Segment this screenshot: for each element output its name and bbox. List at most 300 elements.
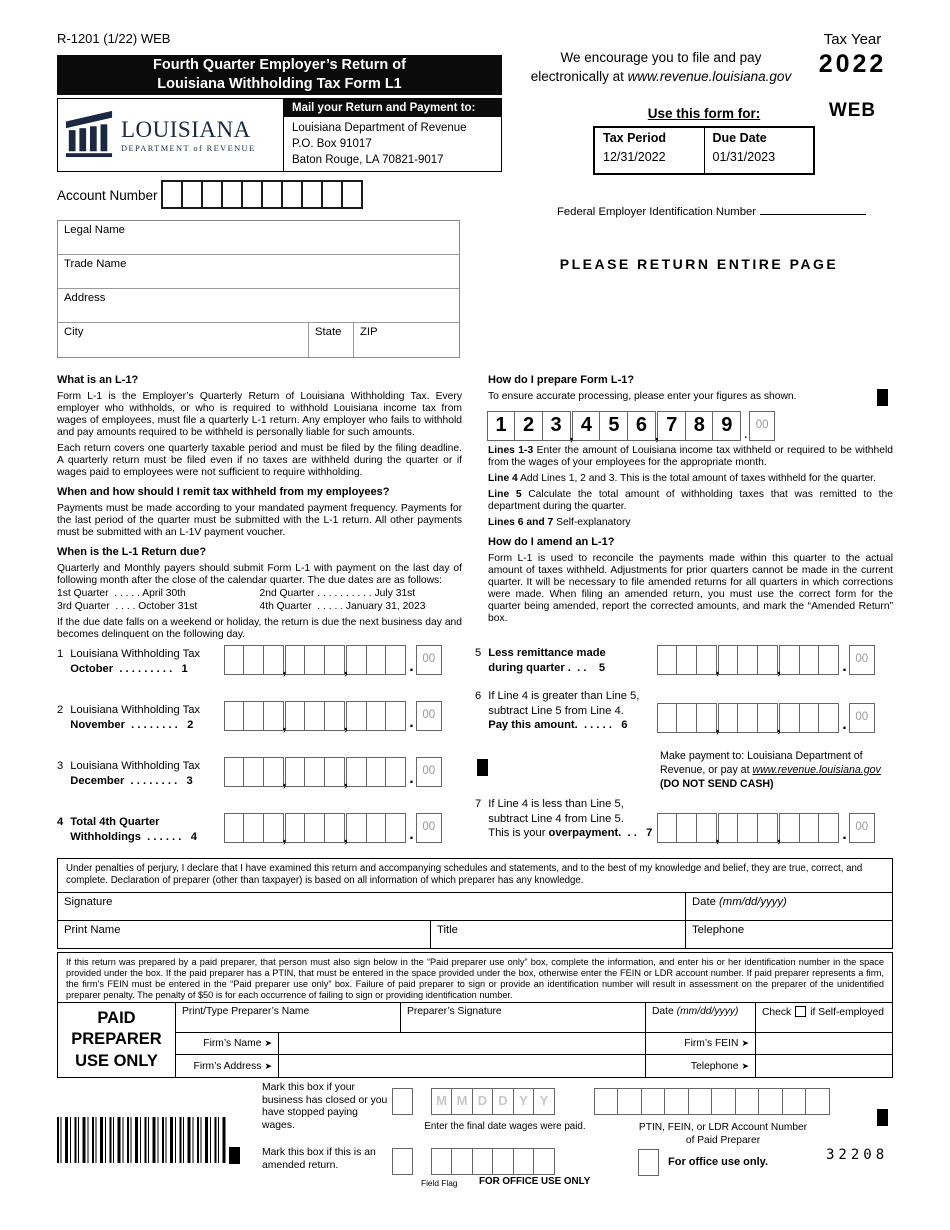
line-7-number: 7	[475, 798, 482, 810]
web-label: WEB	[828, 100, 877, 121]
zip-field[interactable]	[353, 323, 459, 357]
ptin-cell[interactable]	[782, 1088, 807, 1115]
account-number-cell[interactable]	[161, 180, 183, 209]
firm-address-label-cell	[176, 1055, 279, 1077]
firm-address-label: Firm’s Address	[193, 1060, 262, 1072]
self-employed-checkbox[interactable]	[795, 1006, 806, 1017]
state-label: State	[315, 326, 342, 338]
line-7-amount-cell[interactable]	[676, 813, 697, 843]
comma-separator: ,	[343, 717, 348, 733]
line-6-sublabel: Pay this amount. . . . . . 6	[488, 719, 628, 732]
preparer-row-2	[176, 1033, 892, 1055]
paid-preparer-fields	[176, 1003, 892, 1077]
cents-box: 00	[849, 645, 875, 675]
mailing-info	[284, 99, 501, 171]
sample-digit-cell: 2	[514, 411, 543, 441]
preparer-signature-field[interactable]	[401, 1003, 646, 1032]
line5-instruction	[488, 489, 893, 513]
line-7-amount-cells	[658, 813, 839, 843]
cents-box: 00	[849, 703, 875, 733]
line-3-number: 3	[57, 760, 64, 772]
line-3-sublabel: December . . . . . . . . 3	[70, 774, 193, 787]
final-date-cell[interactable]: Y	[513, 1088, 535, 1115]
due-q4: 4th Quarter . . . . . January 31, 2023	[259, 601, 426, 613]
line-4-amount-cell[interactable]	[304, 813, 325, 843]
line-3-amount-cell[interactable]	[282, 757, 306, 789]
line-7-amount-cell[interactable]	[657, 813, 678, 843]
for-office-use-only-caps: FOR OFFICE USE ONLY	[479, 1176, 591, 1187]
arrow-right-icon: ➤	[264, 1060, 272, 1071]
line-2-amount-cells	[225, 701, 406, 731]
mailing-address	[284, 117, 501, 171]
trade-name-field[interactable]	[58, 255, 459, 289]
line-4-amount-cell[interactable]	[263, 813, 284, 843]
preparer-date-field[interactable]	[646, 1003, 756, 1032]
line-3-amount-cell[interactable]	[243, 757, 264, 787]
line-3-amount-cell[interactable]	[224, 757, 245, 787]
line-1-amount-cell[interactable]	[385, 645, 406, 675]
account-number-cell[interactable]	[181, 180, 203, 209]
line-1-amount-cell[interactable]	[243, 645, 264, 675]
remit-paragraph: Payments must be made according to your mandated payment frequency. Payments for the last period of the quarter must be submitted with the L-1 return. All other payments must be submitted with an L-1V payment voucher.	[57, 503, 462, 539]
remit-heading: When and how should I remit tax withheld from my employees?	[57, 486, 390, 499]
line-6-amount-cell[interactable]	[757, 703, 778, 733]
payment-note-line1: Make payment to: Louisiana Department of	[660, 750, 863, 762]
date-label: Date	[692, 896, 716, 909]
preparer-name-label: Print/Type Preparer’s Name	[182, 1006, 310, 1017]
ldr-building-icon	[64, 108, 114, 163]
line-6-amount-cell[interactable]	[799, 703, 820, 733]
line-5-amount-cell[interactable]	[715, 645, 739, 677]
arrow-right-icon: ➤	[264, 1038, 272, 1048]
line-5-amount-cell[interactable]	[657, 645, 678, 675]
final-date-cells	[432, 1088, 555, 1115]
form-code: 32208	[826, 1147, 889, 1163]
mailing-address-line1: Louisiana Department of Revenue	[292, 122, 467, 134]
date-field[interactable]	[686, 893, 892, 920]
line-1-amount-cell[interactable]	[343, 645, 367, 677]
decimal-point: .	[842, 826, 847, 843]
line-6-amount-cell[interactable]	[715, 703, 739, 735]
decimal-point: .	[842, 716, 847, 733]
due-dates-row2	[57, 601, 462, 613]
line-4-number: 4	[57, 816, 64, 828]
line-6-amount-cell[interactable]	[657, 703, 678, 733]
line-3-amount-cell[interactable]	[263, 757, 284, 787]
line-6-amount-cell[interactable]	[818, 703, 839, 733]
line-4-amount-cell[interactable]	[366, 813, 387, 843]
prepare-intro: To ensure accurate processing, please enter your figures as shown.	[488, 390, 797, 402]
preparer-row-3	[176, 1055, 892, 1077]
preparer-name-field[interactable]	[176, 1003, 401, 1032]
comma-separator: ,	[569, 426, 574, 443]
name-address-block	[57, 220, 460, 358]
line-3-amount-cells	[225, 757, 406, 787]
ldr-logo-dept: DEPARTMENT of REVENUE	[121, 144, 256, 153]
title-label: Title	[437, 924, 458, 937]
lines67-instruction	[488, 517, 893, 529]
line-4-amount-cell[interactable]	[343, 813, 367, 845]
line-5-sublabel: during quarter . . . 5	[488, 661, 606, 674]
sample-digit-cell: 1	[487, 411, 516, 441]
due-date-cell	[704, 128, 814, 173]
line-2-number: 2	[57, 704, 64, 716]
line-2-amount-cell[interactable]	[304, 701, 325, 731]
decimal-point: .	[409, 714, 414, 731]
perjury-statement: Under penalties of perjury, I declare that I have examined this return and accompanying schedules and statements, and to the best of my knowledge and belief, they are true, correct, and complete. Declaration of preparer (other than taxpayer) is based on all information of which preparer has any knowledge.	[66, 863, 863, 887]
form-number: R-1201 (1/22) WEB	[57, 31, 171, 46]
line4-instruction	[488, 473, 893, 485]
comma-separator: ,	[654, 426, 659, 443]
final-date-cell[interactable]: M	[451, 1088, 473, 1115]
line-2-amount-cell[interactable]	[282, 701, 306, 733]
final-date-cell[interactable]: D	[492, 1088, 514, 1115]
city-state-zip-row	[58, 323, 459, 357]
ptin-cell[interactable]	[758, 1088, 783, 1115]
due-q3: 3rd Quarter . . . . October 31st	[57, 601, 198, 613]
signature-field[interactable]	[58, 893, 686, 920]
tax-period-value: 12/31/2022	[603, 150, 666, 164]
line-6-number: 6	[475, 690, 482, 702]
line-2-amount-cell[interactable]	[324, 701, 345, 731]
ptin-cell[interactable]	[664, 1088, 689, 1115]
sample-digit-cell: 3	[542, 411, 571, 441]
registration-mark	[877, 1109, 888, 1126]
firm-fein-field[interactable]	[756, 1033, 892, 1054]
preparer-date-format: (mm/dd/yyyy)	[676, 1006, 739, 1017]
line-5-amount	[658, 645, 875, 675]
final-date-cell[interactable]: M	[431, 1088, 453, 1115]
signature-label: Signature	[64, 896, 113, 909]
line-5-title: Less remittance made	[488, 647, 606, 659]
comma-separator: ,	[282, 661, 287, 677]
field-flag-label: Field Flag	[421, 1178, 458, 1188]
payment-note-url: www.revenue.louisiana.gov	[752, 763, 881, 776]
form-title-line2: Louisiana Withholding Tax Form L1	[157, 76, 402, 92]
lines13-label: Lines 1-3	[488, 444, 534, 456]
ptin-cell[interactable]	[617, 1088, 642, 1115]
address-label: Address	[64, 292, 106, 304]
instructions-left-column	[57, 367, 462, 641]
line-1-title: Louisiana Withholding Tax	[70, 648, 201, 660]
use-form-label: Use this form for:	[647, 106, 761, 121]
line-1-amount-cell[interactable]	[282, 645, 306, 677]
amended-return-checkbox[interactable]	[392, 1148, 413, 1175]
line-4-sublabel: Withholdings . . . . . . 4	[70, 830, 197, 843]
sample-digit-cell: 4	[572, 411, 601, 441]
line-4-amount-cell[interactable]	[324, 813, 345, 843]
due-q1: 1st Quarter . . . . . April 30th	[57, 588, 186, 600]
line-7-amount-cell[interactable]	[818, 813, 839, 843]
line-3-title: Louisiana Withholding Tax	[70, 760, 201, 772]
line-5-amount-cell[interactable]	[696, 645, 717, 675]
efile-line2	[505, 68, 817, 87]
for-office-use-only-label: For office use only.	[668, 1156, 769, 1168]
decimal-point: .	[409, 770, 414, 787]
address-field[interactable]	[58, 289, 459, 323]
office-use-cell[interactable]	[451, 1148, 473, 1175]
line-6-text1: If Line 4 is greater than Line 5,	[488, 690, 640, 702]
account-number-label: Account Number	[57, 188, 158, 203]
line-5-amount-cell[interactable]	[818, 645, 839, 675]
account-number-cell[interactable]	[301, 180, 323, 209]
ptin-cell[interactable]	[805, 1088, 830, 1115]
state-field[interactable]	[308, 323, 353, 357]
line-4-amount-cell[interactable]	[282, 813, 306, 845]
closed-business-checkbox[interactable]	[392, 1088, 413, 1115]
line-6-amount-cells	[658, 703, 839, 733]
line-7-amount-cell[interactable]	[776, 813, 800, 845]
what-is-l1-p1: Form L-1 is the Employer’s Quarterly Return of Louisiana Withholding Tax. Every employer who withholds, or who is required to withhold Louisiana income tax from wages of employees, must file a quarterly L-1 return. Any employer who fails to withhold and pay amounts required to be withheld is personally liable for such amounts.	[57, 390, 462, 438]
preparer-signature-label: Preparer’s Signature	[407, 1006, 502, 1017]
fein-line	[557, 204, 866, 218]
cents-box: 00	[416, 813, 442, 843]
line-7-amount	[658, 813, 875, 843]
line-5-amount-cell[interactable]	[737, 645, 758, 675]
preparer-row-1	[176, 1003, 892, 1033]
line-1-sublabel: October . . . . . . . . . 1	[70, 662, 188, 675]
print-name-field[interactable]	[58, 921, 431, 948]
ptin-label	[598, 1121, 848, 1148]
line-6-amount-cell[interactable]	[776, 703, 800, 735]
line-1-amount-cell[interactable]	[324, 645, 345, 675]
registration-mark	[877, 389, 888, 406]
account-number-cell[interactable]	[201, 180, 223, 209]
line-5-label	[475, 646, 660, 675]
cents-box: 00	[416, 757, 442, 787]
line-3-amount-cell[interactable]	[343, 757, 367, 789]
due-note: If the due date falls on a weekend or holiday, the return is due the next business day and becomes delinquent on the following day.	[57, 617, 462, 641]
line-2-amount-cell[interactable]	[385, 701, 406, 731]
legal-name-field[interactable]	[58, 221, 459, 255]
line-3-amount-cell[interactable]	[304, 757, 325, 787]
form-title	[57, 55, 502, 95]
line-4-amount	[225, 813, 442, 843]
ptin-cell[interactable]	[735, 1088, 760, 1115]
registration-mark	[477, 759, 488, 776]
print-name-label: Print Name	[64, 924, 121, 937]
firm-name-label-cell	[176, 1033, 279, 1054]
tax-year-label: Tax Year	[823, 31, 882, 48]
paid-preparer-note: If this return was prepared by a paid preparer, that person must also sign below in the “Paid preparer use only” box, complete the information, and enter his or her identification number in the space provided under the box. If the paid preparer has a PTIN, that must be entered in the space provided under the box, otherwise enter the FEIN or LDR account number. If paid preparer represents a firm, the firm’s FEIN must be entered in the “Paid preparer use only” box. Failure of paid preparer to sign or provide an identification number will result in assessment on the preparer of the unidentified preparer penalty. The penalty of $50 is for each occurrence of failing to sign or providing identification number.	[57, 952, 893, 1005]
lines67-label: Lines 6 and 7	[488, 517, 554, 529]
line-1-amount-cells	[225, 645, 406, 675]
due-paragraph: Quarterly and Monthly payers should submit Form L-1 with payment on the last day of following month after the close of the calendar quarter. The due dates are as follows:	[57, 563, 462, 587]
decimal-point: .	[744, 429, 748, 441]
line-2-amount-cell[interactable]	[343, 701, 367, 733]
paid-preparer-table	[57, 1002, 893, 1078]
cents-box: 00	[416, 701, 442, 731]
prepare-heading: How do I prepare Form L-1?	[488, 374, 635, 386]
efile-note	[505, 49, 817, 87]
instructions-right-column	[488, 367, 893, 625]
line-7-label	[475, 797, 660, 841]
final-date-note: Enter the final date wages were paid.	[424, 1121, 586, 1132]
line-3-amount-cell[interactable]	[324, 757, 345, 787]
efile-line2-prefix: electronically at	[530, 68, 628, 84]
registration-mark	[229, 1147, 240, 1164]
paid-preparer-use-only-label	[58, 1003, 176, 1077]
line-3-label	[57, 759, 242, 788]
line-5-amount-cell[interactable]	[776, 645, 800, 677]
sample-digit-cell: 5	[599, 411, 628, 441]
sample-digit-cells	[488, 411, 741, 441]
comma-separator: ,	[343, 661, 348, 677]
payment-note	[660, 750, 895, 791]
line-6-label	[475, 689, 660, 733]
line-2-label	[57, 703, 242, 732]
comma-separator: ,	[343, 773, 348, 789]
line-5-amount-cell[interactable]	[799, 645, 820, 675]
comma-separator: ,	[343, 829, 348, 845]
ptin-cell[interactable]	[688, 1088, 713, 1115]
title-field[interactable]	[431, 921, 686, 948]
what-is-l1-heading: What is an L-1?	[57, 374, 139, 386]
line-5-amount-cell[interactable]	[757, 645, 778, 675]
decimal-point: .	[409, 826, 414, 843]
line-6-amount-cell[interactable]	[676, 703, 697, 733]
barcode	[57, 1117, 227, 1163]
ptin-cell[interactable]	[711, 1088, 736, 1115]
amend-paragraph: Form L-1 is used to reconcile the payments made within this quarter to the actual amount of taxes withheld. Adjustments for prior quarters cannot be made in the current quarter. It will be necessary to file amended returns for all quarters in which corrections were made. When filing an amended return, you must use the correct form for the quarter being amended, report the corrected amounts, and mark the “Amended Return” box.	[488, 553, 893, 625]
check-label: Check	[762, 1007, 792, 1018]
ldr-logo-name: LOUISIANA	[121, 117, 251, 142]
line-1-amount-cell[interactable]	[304, 645, 325, 675]
header-row	[57, 98, 502, 172]
cents-box: 00	[849, 813, 875, 843]
sample-digits-row	[488, 411, 893, 441]
firm-fein-label: Firm’s FEIN	[684, 1038, 739, 1049]
city-label: City	[64, 326, 84, 338]
paid-label-line2: PREPARER	[71, 1030, 162, 1049]
cents-box: 00	[749, 411, 775, 441]
final-date-cell[interactable]: Y	[533, 1088, 555, 1115]
account-number-cell[interactable]	[341, 180, 363, 209]
date-format: (mm/dd/yyyy)	[719, 896, 787, 909]
line-7-amount-cell[interactable]	[715, 813, 739, 845]
line-5-amount-cell[interactable]	[676, 645, 697, 675]
ldr-logo-text	[121, 117, 256, 153]
account-number-cell[interactable]	[281, 180, 303, 209]
office-use-cell[interactable]	[492, 1148, 514, 1175]
office-use-checkbox[interactable]	[638, 1149, 659, 1176]
line-5-number: 5	[475, 647, 482, 659]
due-q2: 2nd Quarter . . . . . . . . . . July 31st	[259, 588, 416, 600]
line-7-text2: subtract Line 4 from Line 5.	[488, 812, 624, 825]
line-2-amount-cell[interactable]	[243, 701, 264, 731]
tax-period-label: Tax Period	[603, 131, 666, 145]
line-2-amount-cell[interactable]	[366, 701, 387, 731]
office-use-cell[interactable]	[513, 1148, 535, 1175]
lines13-instruction	[488, 445, 893, 469]
line-3-amount-cell[interactable]	[385, 757, 406, 787]
print-name-row	[58, 920, 892, 948]
tax-year-value: 2022	[818, 50, 887, 78]
comma-separator: ,	[715, 661, 720, 677]
comma-separator: ,	[776, 829, 781, 845]
lines13-text: Enter the amount of Louisiana income tax withheld or required to be withheld from the wages of your employees for the appropriate month.	[488, 444, 894, 468]
line-2-amount-cell[interactable]	[263, 701, 284, 731]
account-number-cells	[163, 180, 363, 209]
city-field[interactable]	[58, 323, 308, 357]
fein-blank[interactable]	[760, 204, 866, 215]
line4-label: Line 4	[488, 473, 518, 484]
line-1-amount-cell[interactable]	[224, 645, 245, 675]
fein-label: Federal Employer Identification Number	[557, 206, 757, 218]
mailing-address-line2: P.O. Box 91017	[292, 138, 372, 151]
signature-row	[58, 892, 892, 920]
line-1-amount-cell[interactable]	[366, 645, 387, 675]
line-4-amount-cells	[225, 813, 406, 843]
due-date-value: 01/31/2023	[712, 150, 776, 164]
arrow-right-icon: ➤	[741, 1038, 749, 1048]
sample-digit-cell: 7	[657, 411, 686, 441]
line5-label: Line 5	[488, 489, 522, 501]
mailing-info-title: Mail your Return and Payment to:	[284, 99, 501, 117]
tax-year-block	[805, 31, 900, 79]
line-2-amount	[225, 701, 442, 731]
office-use-cells	[432, 1148, 555, 1175]
final-date-cell[interactable]: D	[472, 1088, 494, 1115]
declaration-box	[57, 858, 893, 949]
line-6-amount-cell[interactable]	[696, 703, 717, 733]
line-3-amount-cell[interactable]	[366, 757, 387, 787]
sample-digit-cell: 9	[712, 411, 741, 441]
line-1-amount-cell[interactable]	[263, 645, 284, 675]
ptin-label-line1: PTIN, FEIN, or LDR Account Number	[638, 1122, 808, 1133]
office-use-cell[interactable]	[533, 1148, 555, 1175]
self-employed-label: if Self-employed	[810, 1007, 885, 1018]
line-7-amount-cell[interactable]	[757, 813, 778, 843]
mailing-address-line3: Baton Rouge, LA 70821-9017	[292, 154, 444, 167]
line-4-amount-cell[interactable]	[385, 813, 406, 843]
line-7-amount-cell[interactable]	[737, 813, 758, 843]
account-number-cell[interactable]	[241, 180, 263, 209]
line-6-amount-cell[interactable]	[737, 703, 758, 733]
zip-label: ZIP	[360, 326, 378, 338]
preparer-telephone-label-cell	[646, 1055, 756, 1077]
account-number-cell[interactable]	[221, 180, 243, 209]
account-number-cell[interactable]	[321, 180, 343, 209]
office-use-cell[interactable]	[431, 1148, 453, 1175]
office-use-cell[interactable]	[472, 1148, 494, 1175]
comma-separator: ,	[282, 717, 287, 733]
firm-address-field[interactable]	[279, 1055, 646, 1077]
line-7-amount-cell[interactable]	[696, 813, 717, 843]
line-4-amount-cell[interactable]	[224, 813, 245, 843]
line-2-amount-cell[interactable]	[224, 701, 245, 731]
line-4-amount-cell[interactable]	[243, 813, 264, 843]
ldr-logo	[58, 99, 284, 171]
return-entire-page-notice: PLEASE RETURN ENTIRE PAGE	[559, 256, 839, 272]
line-6-amount	[658, 703, 875, 733]
line-7-sublabel	[488, 826, 660, 841]
due-date-label: Due Date	[712, 131, 767, 145]
firm-name-field[interactable]	[279, 1033, 646, 1054]
preparer-telephone-field[interactable]	[756, 1055, 892, 1077]
telephone-field[interactable]	[686, 921, 892, 948]
ptin-cell[interactable]	[594, 1088, 619, 1115]
ptin-cells	[595, 1088, 830, 1115]
decimal-point: .	[842, 658, 847, 675]
ptin-cell[interactable]	[641, 1088, 666, 1115]
account-number-cell[interactable]	[261, 180, 283, 209]
firm-name-label: Firm’s Name	[203, 1038, 262, 1049]
line-7-amount-cell[interactable]	[799, 813, 820, 843]
trade-name-label: Trade Name	[64, 258, 127, 270]
comma-separator: ,	[715, 719, 720, 735]
line-2-title: Louisiana Withholding Tax	[70, 704, 201, 716]
